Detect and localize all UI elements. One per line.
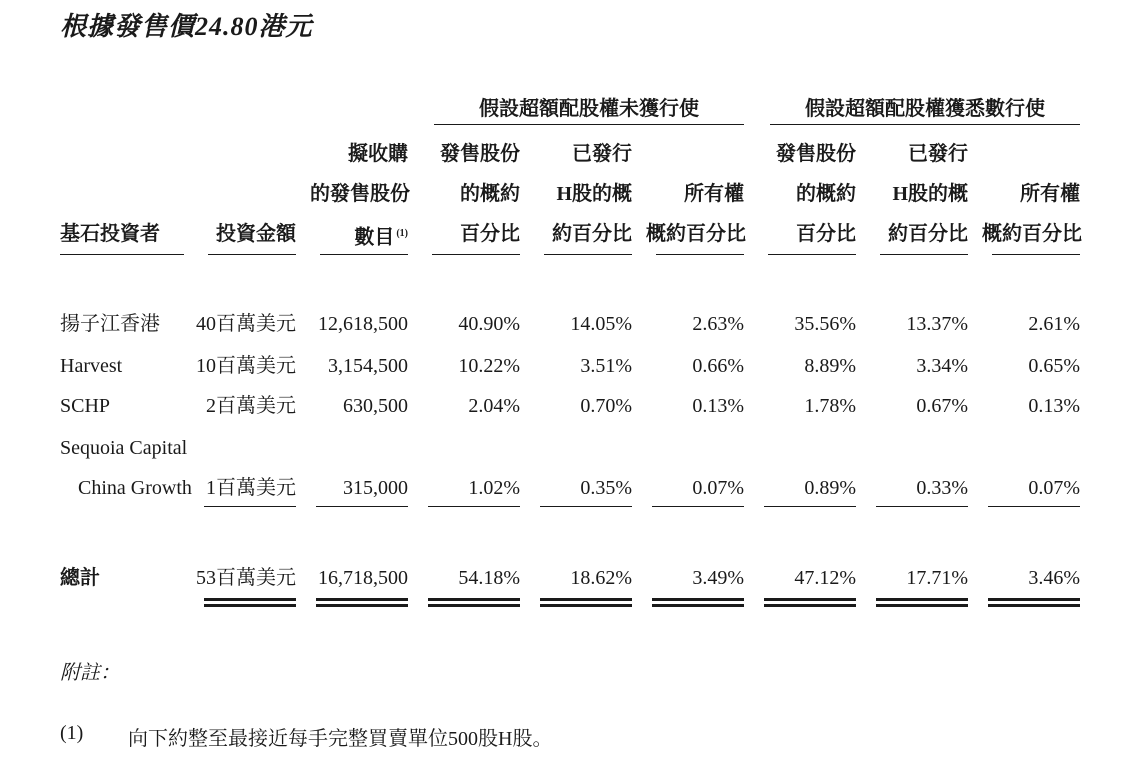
col-header-offer-pct-line2: 的概約 bbox=[460, 183, 520, 205]
pct-value: 0.65% bbox=[1028, 355, 1080, 377]
col-header-shares-line2: 的發售股份 bbox=[310, 183, 410, 205]
investor-name: 揚子江香港 bbox=[60, 313, 160, 335]
investment-amount: 10百萬美元 bbox=[196, 355, 296, 377]
header-rule bbox=[768, 254, 856, 255]
col-header-h-pct-line2: H股的概 bbox=[556, 183, 632, 205]
header-rule bbox=[320, 254, 408, 255]
col-header-h-pct-line3: 約百分比 bbox=[888, 223, 968, 245]
pct-value: 2.61% bbox=[1028, 313, 1080, 335]
pct-value: 0.67% bbox=[916, 395, 968, 417]
col-header-shares-line3: 數目 $^{(1)}$ bbox=[354, 226, 408, 249]
col-header-offer-pct-line2: 的概約 bbox=[796, 183, 856, 205]
shares-value: 315,000 bbox=[343, 477, 408, 499]
subtotal-rule bbox=[316, 506, 408, 507]
note-text: 向下約整至最接近每手完整買賣單位500股H股。 bbox=[128, 728, 553, 750]
pct-value: 0.07% bbox=[1028, 477, 1080, 499]
total-pct: 18.62% bbox=[570, 567, 632, 589]
subtotal-rule bbox=[428, 506, 520, 507]
total-pct: 3.49% bbox=[692, 567, 744, 589]
col-header-own-pct-line1: 所有權 bbox=[1020, 183, 1080, 205]
investor-name-line2: China Growth bbox=[78, 477, 192, 499]
investor-name: SCHP bbox=[60, 395, 111, 417]
col-header-offer-pct-line1: 發售股份 bbox=[440, 143, 520, 165]
col-header-h-pct-line1: 已發行 bbox=[572, 143, 632, 165]
pct-value: 13.37% bbox=[906, 313, 968, 335]
col-header-amount: 投資金額 bbox=[216, 223, 296, 245]
pct-value: 0.35% bbox=[580, 477, 632, 499]
pct-value: 2.63% bbox=[692, 313, 744, 335]
col-header-own-pct-line1: 所有權 bbox=[684, 183, 744, 205]
total-shares: 16,718,500 bbox=[318, 567, 408, 589]
pct-value: 0.07% bbox=[692, 477, 744, 499]
page-title: 根據發售價24.80港元 bbox=[60, 12, 313, 41]
total-double-rule-top bbox=[316, 598, 408, 601]
col-header-offer-pct-line3: 百分比 bbox=[796, 223, 856, 245]
header-rule bbox=[656, 254, 744, 255]
col-header-own-pct-line2: 概約百分比 bbox=[982, 223, 1082, 245]
header-rule bbox=[60, 254, 184, 255]
pct-value: 1.02% bbox=[468, 477, 520, 499]
pct-value: 2.04% bbox=[468, 395, 520, 417]
subtotal-rule bbox=[764, 506, 856, 507]
col-header-investor: 基石投資者 bbox=[60, 223, 160, 245]
shares-value: 630,500 bbox=[343, 395, 408, 417]
col-header-offer-pct-line1: 發售股份 bbox=[776, 143, 856, 165]
pct-value: 14.05% bbox=[570, 313, 632, 335]
pct-value: 35.56% bbox=[794, 313, 856, 335]
total-double-rule-bottom bbox=[876, 604, 968, 607]
total-double-rule-top bbox=[876, 598, 968, 601]
total-label: 總計 bbox=[60, 567, 100, 589]
total-double-rule-top bbox=[204, 598, 296, 601]
group-header-rule bbox=[434, 124, 744, 125]
total-double-rule-top bbox=[540, 598, 632, 601]
pct-value: 1.78% bbox=[804, 395, 856, 417]
total-double-rule-bottom bbox=[428, 604, 520, 607]
subtotal-rule bbox=[204, 506, 296, 507]
pct-value: 3.51% bbox=[580, 355, 632, 377]
header-rule bbox=[992, 254, 1080, 255]
total-amount: 53百萬美元 bbox=[196, 567, 296, 589]
shares-value: 3,154,500 bbox=[328, 355, 408, 377]
pct-value: 3.34% bbox=[916, 355, 968, 377]
shares-value: 12,618,500 bbox=[318, 313, 408, 335]
header-rule bbox=[544, 254, 632, 255]
header-rule bbox=[880, 254, 968, 255]
pct-value: 0.89% bbox=[804, 477, 856, 499]
total-double-rule-bottom bbox=[652, 604, 744, 607]
investor-name-line1: Sequoia Capital bbox=[60, 437, 188, 459]
total-double-rule-top bbox=[764, 598, 856, 601]
group-header-not-exercised: 假設超額配股權未獲行使 bbox=[479, 98, 699, 120]
total-pct: 17.71% bbox=[906, 567, 968, 589]
pct-value: 0.70% bbox=[580, 395, 632, 417]
total-pct: 47.12% bbox=[794, 567, 856, 589]
col-header-h-pct-line3: 約百分比 bbox=[552, 223, 632, 245]
pct-value: 0.13% bbox=[1028, 395, 1080, 417]
total-double-rule-bottom bbox=[204, 604, 296, 607]
pct-value: 40.90% bbox=[458, 313, 520, 335]
col-header-offer-pct-line3: 百分比 bbox=[460, 223, 520, 245]
col-header-h-pct-line2: H股的概 bbox=[892, 183, 968, 205]
subtotal-rule bbox=[540, 506, 632, 507]
note-number: (1) bbox=[60, 722, 84, 744]
header-rule bbox=[208, 254, 296, 255]
notes-heading: 附註： bbox=[60, 662, 120, 684]
pct-value: 10.22% bbox=[458, 355, 520, 377]
total-double-rule-top bbox=[988, 598, 1080, 601]
col-header-h-pct-line1: 已發行 bbox=[908, 143, 968, 165]
total-pct: 3.46% bbox=[1028, 567, 1080, 589]
total-double-rule-top bbox=[428, 598, 520, 601]
subtotal-rule bbox=[988, 506, 1080, 507]
total-pct: 54.18% bbox=[458, 567, 520, 589]
total-double-rule-bottom bbox=[316, 604, 408, 607]
col-header-shares-line1: 擬收購 bbox=[348, 143, 408, 165]
pct-value: 0.66% bbox=[692, 355, 744, 377]
investment-amount: 2百萬美元 bbox=[206, 395, 296, 417]
investor-name: Harvest bbox=[60, 355, 123, 377]
group-header-rule bbox=[770, 124, 1080, 125]
investment-amount: 40百萬美元 bbox=[196, 313, 296, 335]
pct-value: 0.33% bbox=[916, 477, 968, 499]
total-double-rule-top bbox=[652, 598, 744, 601]
footnote-ref: (1) bbox=[396, 228, 408, 239]
subtotal-rule bbox=[652, 506, 744, 507]
header-rule bbox=[432, 254, 520, 255]
col-header-own-pct-line2: 概約百分比 bbox=[646, 223, 746, 245]
pct-value: 8.89% bbox=[804, 355, 856, 377]
total-double-rule-bottom bbox=[988, 604, 1080, 607]
group-header-fully-exercised: 假設超額配股權獲悉數行使 bbox=[805, 98, 1045, 120]
total-double-rule-bottom bbox=[540, 604, 632, 607]
investment-amount: 1百萬美元 bbox=[206, 477, 296, 499]
subtotal-rule bbox=[876, 506, 968, 507]
total-double-rule-bottom bbox=[764, 604, 856, 607]
pct-value: 0.13% bbox=[692, 395, 744, 417]
